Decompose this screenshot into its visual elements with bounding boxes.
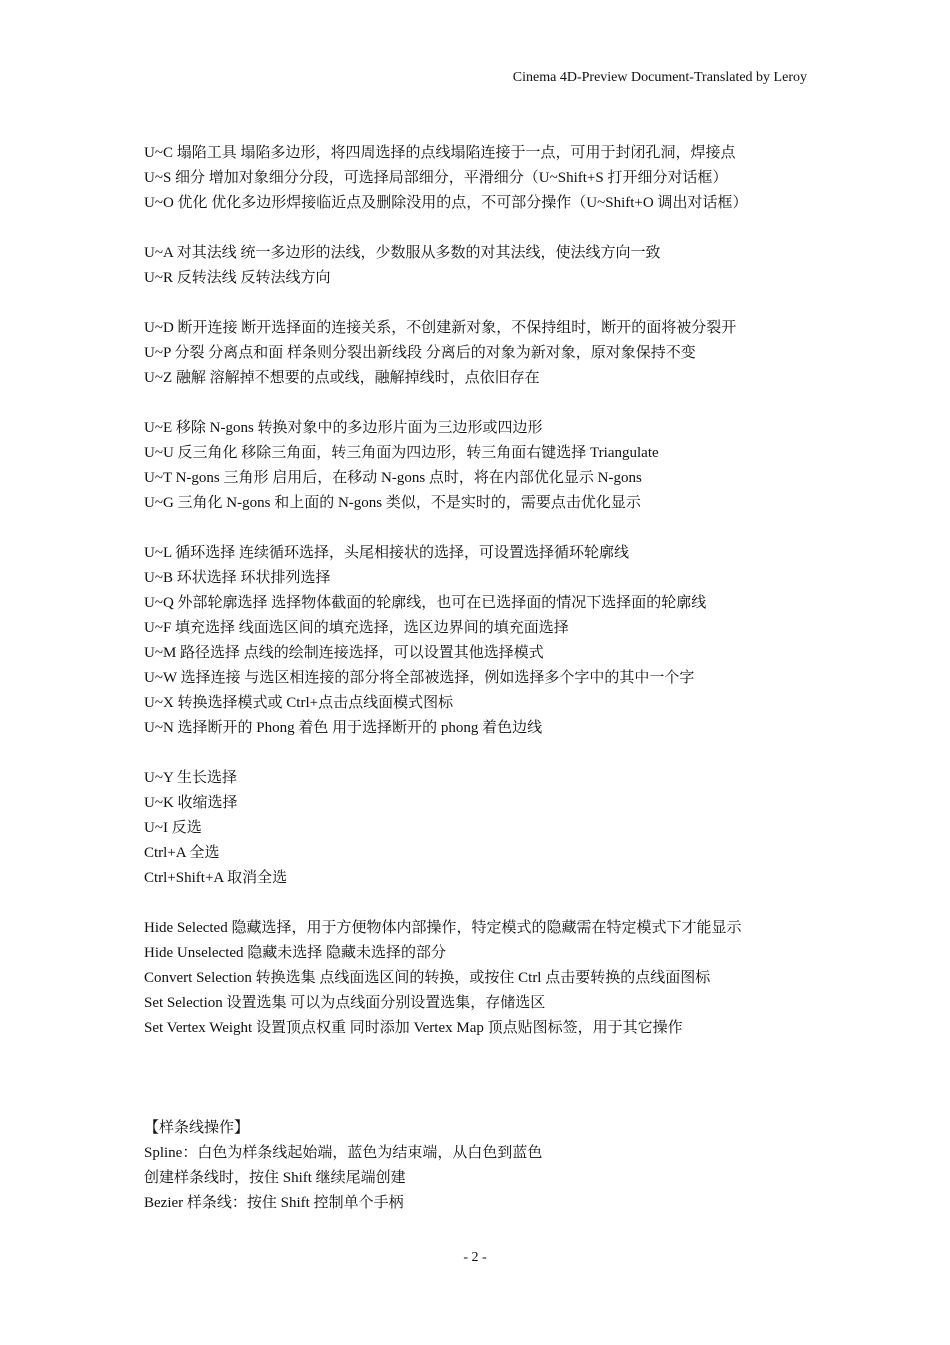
text-line: U~F 填充选择 线面选区间的填充选择，选区边界间的填充面选择 [144,620,569,636]
text-line: Spline：白色为样条线起始端，蓝色为结束端，从白色到蓝色 [144,1145,543,1161]
text-line: U~P 分裂 分离点和面 样条则分裂出新线段 分离后的对象为新对象，原对象保持不变 [144,345,696,361]
running-header: Cinema 4D-Preview Document-Translated by Leroy [512,70,807,85]
text-line: U~N 选择断开的 Phong 着色 用于选择断开的 phong 着色边线 [144,720,543,736]
text-line: Hide Selected 隐藏选择，用于方便物体内部操作，特定模式的隐藏需在特定模式下才能显示 [144,920,742,936]
text-line: U~S 细分 增加对象细分分段，可选择局部细分，平滑细分（U~Shift+S 打开细分对话框） [144,170,728,186]
text-line: U~W 选择连接 与选区相连接的部分将全部被选择，例如选择多个字中的其中一个字 [144,670,695,686]
section-heading: 【样条线操作】 [144,1120,250,1136]
text-line: 创建样条线时，按住 Shift 继续尾端创建 [144,1170,406,1186]
text-line: U~O 优化 优化多边形焊接临近点及删除没用的点，不可部分操作（U~Shift+O 调出对话框） [144,195,748,211]
text-line: Convert Selection 转换选集 点线面选区间的转换，或按住 Ctrl 点击要转换的点线面图标 [144,970,711,986]
text-line: Set Selection 设置选集 可以为点线面分别设置选集，存储选区 [144,995,546,1011]
text-line: U~X 转换选择模式或 Ctrl+点击点线面模式图标 [144,695,454,711]
text-line: U~G 三角化 N-gons 和上面的 N-gons 类似，不是实时的，需要点击优化显示 [144,495,641,511]
text-line: U~C 塌陷工具 塌陷多边形，将四周选择的点线塌陷连接于一点，可用于封闭孔洞，焊接点 [144,145,736,161]
text-line: U~Z 融解 溶解掉不想要的点或线，融解掉线时，点依旧存在 [144,370,540,386]
text-line: U~Y 生长选择 [144,770,237,786]
text-line: U~Q 外部轮廓选择 选择物体截面的轮廓线，也可在已选择面的情况下选择面的轮廓线 [144,595,707,611]
document-body [144,141,814,1216]
text-line: U~I 反选 [144,820,202,836]
text-line: U~T N-gons 三角形 启用后，在移动 N-gons 点时，将在内部优化显示 N-gons [144,470,642,486]
text-line: Bezier 样条线：按住 Shift 控制单个手柄 [144,1195,404,1211]
text-line: Ctrl+A 全选 [144,845,220,861]
text-line: U~D 断开连接 断开选择面的连接关系，不创建新对象，不保持组时，断开的面将被分裂开 [144,320,737,336]
text-line: Hide Unselected 隐藏未选择 隐藏未选择的部分 [144,945,447,961]
text-line: U~U 反三角化 移除三角面，转三角面为四边形，转三角面右键选择 Triangulate [144,445,659,461]
text-line: U~M 路径选择 点线的绘制连接选择，可以设置其他选择模式 [144,645,544,661]
text-line: U~R 反转法线 反转法线方向 [144,270,331,286]
page-number: - 2 - [463,1250,487,1265]
text-line: U~L 循环选择 连续循环选择，头尾相接状的选择，可设置选择循环轮廓线 [144,545,630,561]
text-line: U~K 收缩选择 [144,795,238,811]
text-line: U~A 对其法线 统一多边形的法线，少数服从多数的对其法线，使法线方向一致 [144,245,661,261]
text-line: Ctrl+Shift+A 取消全选 [144,870,288,886]
text-line: U~B 环状选择 环状排列选择 [144,570,331,586]
text-line: Set Vertex Weight 设置顶点权重 同时添加 Vertex Map 顶点贴图标签，用于其它操作 [144,1020,683,1036]
text-line: U~E 移除 N-gons 转换对象中的多边形片面为三边形或四边形 [144,420,543,436]
